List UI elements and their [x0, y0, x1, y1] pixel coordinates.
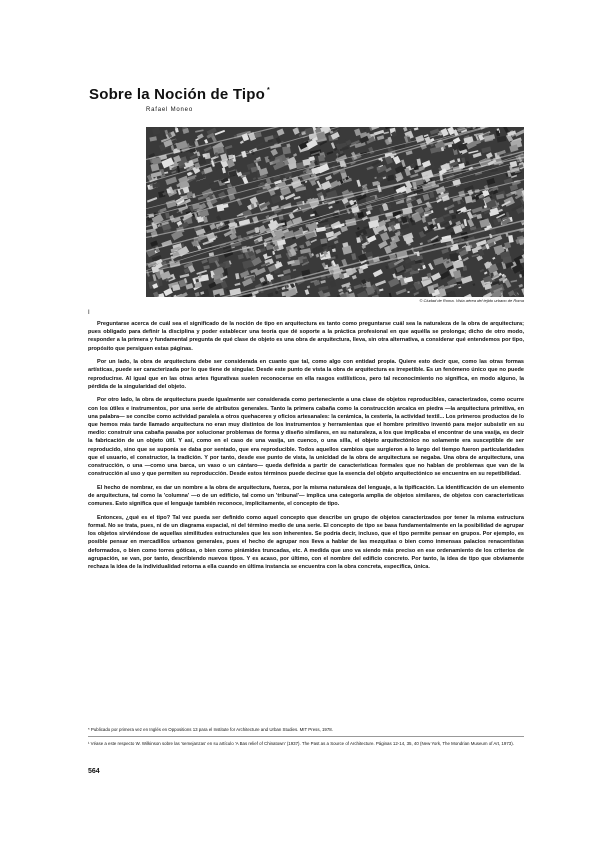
page-number: 564: [88, 768, 100, 775]
section-number: I: [88, 310, 90, 316]
body-paragraph: Entonces, ¿qué es el tipo? Tal vez pueda ser definido como aquel concepto que describe un grupo de objetos caracterizados por tener la misma estructura formal. No se trata, pues, ni de un diagrama espacial, ni del término medio de una serie. El concepto de tipo se basa fundamentalmente en la posibilidad de agrupar los objetos sirviéndose de aquellas similitudes estructurales que les son inherentes. Se podría decir, incluso, que el tipo permite pensar en grupos. Por ejemplo, es posible pensar en mercadillos urbanos generales, pues el hecho de agrupar nos lleva a hablar de las mezquitas o bien como inmensas palacios renacentistas deformados, o bien como torres góticas, o bien como pirámides truncadas, etc. A medida que uno va siendo más preciso en ese ordenamiento de los criterios de agrupación, se van, por tanto, describiendo nuevos tipos. Y es acaso, por último, con el nombre del edificio concreto. Por tanto, la idea de tipo que obviamente rechaza la idea de la individualidad retorna a ella cuando en última instancia se encuentra con la obra concreta, específica, única.: [88, 514, 524, 571]
article-title: [89, 86, 270, 103]
publication-footnote: * Publicado por primera vez en Inglés en Oppositions 13 para el Institute for Architecture and Urban Studies. MIT Press, 1978.: [88, 727, 333, 732]
body-paragraph: Por un lado, la obra de arquitectura debe ser considerada en cuanto que tal, como algo con entidad propia. Quiere esto decir que, como las otras formas artísticas, puede ser caracterizada por lo que tiene de singular. Desde este punto de vista la obra de arquitectura es irrepetible. Es un fenómeno único que no puede reproducirse. Al igual que en las otras artes figurativas suelen reconocerse en ella rasgos estilísticos, pero tal reconocimiento no significa, en modo alguno, la pérdida de la singularidad del objeto.: [88, 359, 524, 390]
article-body: [88, 320, 524, 577]
article-author: Rafael Moneo: [146, 107, 193, 113]
body-paragraph: Preguntarse acerca de cuál sea el significado de la noción de tipo en arquitectura es tanto como preguntarse cuál sea la naturaleza de la obra de arquitectura; pues obligado para definir la disciplina y poder establecer una teoría que dé soporte a la práctica profesional en que aquélla se prolonga; dicho de otro modo, responder a la primera y fundamental pregunta de qué clase de objeto es una obra de arquitectura, lleva, sin otra alternativa, a considerar qué entendemos por tipo, propósito que persiguen estas páginas.: [88, 321, 524, 352]
title-footnote-mark: *: [267, 87, 270, 94]
aerial-city-photo: [146, 127, 524, 297]
article-title-text: Sobre la Noción de Tipo: [89, 86, 266, 103]
body-paragraph: Por otro lado, la obra de arquitectura puede igualmente ser considerada como perteneciente a una clase de objetos reproducibles, caracterizados, como ocurre con los útiles e instrumentos, por una serie de atributos generales. Tanto la primera cabaña como la construcción arcaica en piedra —la arquitectura primitiva, en una palabra— se concibe como actividad paralela a otros quehaceres y oficios artesanales: la cerámica, la cestería, la actividad textil... Los primeros productos de lo que hemos más tarde llamado arquitectura no eran muy distintos de los instrumentos y herramientas que el hombre primitivo inventó para mejor subsistir en su medio: construir una cabaña pasaba por solucionar problemas de forma y diseño similares, en su naturaleza, a los que implicaba el encontrar de una vasija, es decir la fabricación de un objeto útil. Y así, como en el caso de una vasija, un cuenco, o una silla, el objeto arquitectónico no solamente era susceptible de ser reproducido, sino que se suponía se daba por sentado, que era reproducible. Todos aquellos cambios que surgieron a lo largo del tiempo fueron particularidades que el usuario, el constructor, la tradición. Y por tanto, desde ese punto de vista, la unicidad de la obra de arquitectura se negaba. Una obra de arquitectura, una construcción, o una —como una barca, un vaso o un cántaro— queda definida a partir de características formales que no hablan de problemas que van de la construcción al uso y que permiten su reproducción. Desde estos términos puede decirse que la esencia del objeto arquitectónico se encuentra en su repetibilidad.: [88, 397, 524, 478]
photo-credit: © Ciudad de Roma. Vista aérea del tejido urbano de Roma: [419, 298, 524, 303]
footnote-divider: [88, 736, 524, 737]
body-paragraph: El hecho de nombrar, es dar un nombre a la obra de arquitectura, fuerza, por la misma naturaleza del lenguaje, a la tipificación. La identificación de un elemento de arquitectura, tal como la 'columna' —o de un edificio, tal como un 'tribunal'— implica una categoría amplia de objetos similares, de objetos con características comunes. Esto significa que el lenguaje también reconoce, implícitamente, el concepto de tipo.: [88, 484, 524, 508]
reference-footnote: ¹ Véase a este respecto W. Wilkinson sobre las 'semejanzas' en su artículo 'A Bas relief of Chinatown' (1937). The Past as a Source of Architecture. Páginas 12-14, 35, 40 (New York, The Mondrian Museum of Art, 1973).: [88, 741, 514, 746]
